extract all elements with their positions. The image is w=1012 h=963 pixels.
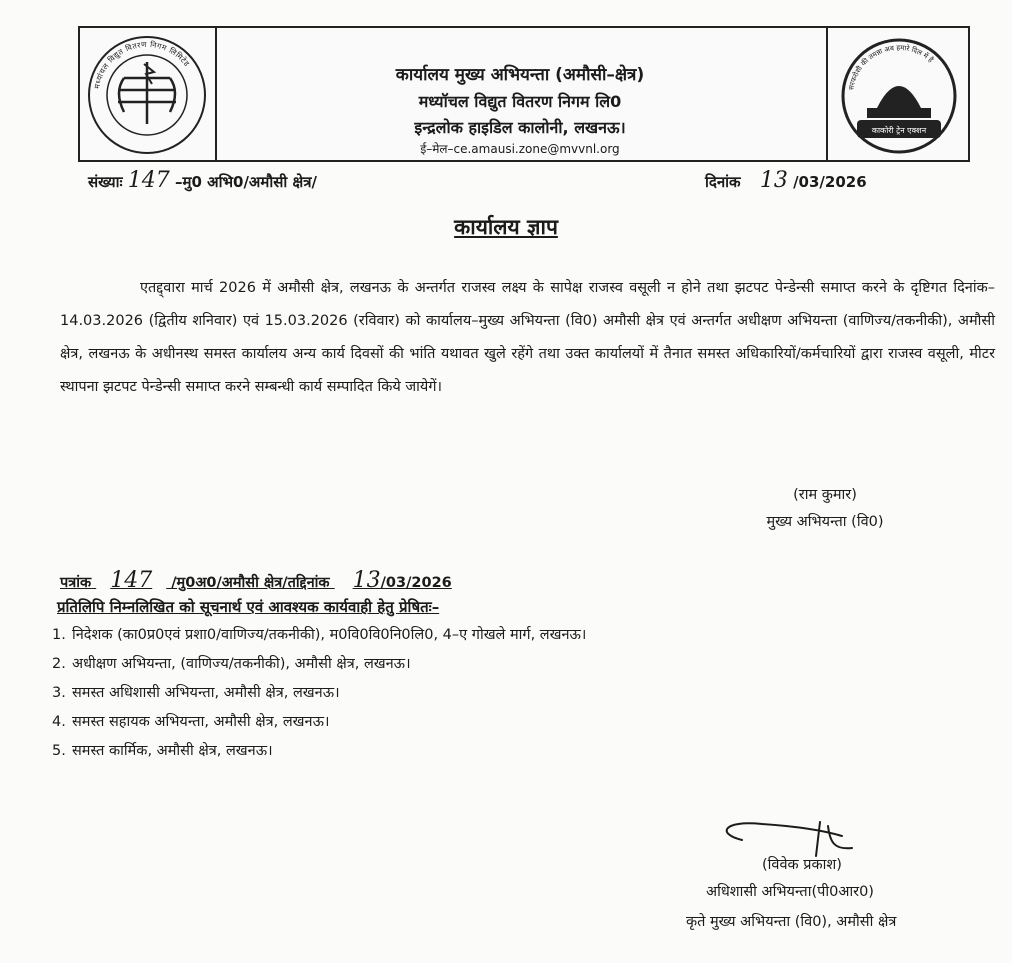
office-email: ई–मेल–ce.amausi.zone@mvvnl.org: [420, 142, 620, 156]
list-item: 2. अधीक्षण अभियन्ता, (वाणिज्य/तकनीकी), अमौसी क्षेत्र, लखनऊ।: [52, 656, 411, 672]
svg-text:सरफरोशी की तमन्ना अब हमारे दिल: [847, 44, 935, 91]
header-divider-left: [215, 28, 217, 160]
copy-recipients-list: [52, 621, 586, 766]
list-item: 4. समस्त सहायक अभियन्ता, अमौसी क्षेत्र, लखनऊ।: [52, 714, 330, 730]
company-name: मध्यॉचल विद्युत वितरण निगम लि0: [418, 92, 622, 111]
right-logo-caption: काकोरी ट्रेन एक्शन: [871, 126, 927, 135]
signatory2-name: (विवेक प्रकाश): [762, 857, 842, 873]
right-logo-ring-text: सरफरोशी की तमन्ना अब हमारे दिल में है: [847, 43, 935, 91]
patrank-label: पत्रांक: [60, 575, 92, 591]
copy-heading: प्रतिलिपि निम्नलिखित को सूचनार्थ एवं आवश्यक कार्यवाही हेतु प्रेषितः–: [57, 598, 440, 616]
patrank-line: [60, 568, 452, 593]
date-label: दिनांक: [705, 173, 741, 191]
patrank-handwritten-day: 13: [352, 568, 381, 593]
svg-text:मध्यांचल विद्युत वितरण निगम लि: [92, 40, 191, 89]
office-title: कार्यालय मुख्य अभियन्ता (अमौसी–क्षेत्र): [395, 65, 645, 85]
letterhead: [78, 26, 970, 162]
reference-label: संख्याः: [88, 173, 123, 191]
patrank-date-rest: /03/2026: [380, 575, 452, 591]
date-rest: /03/2026: [793, 173, 867, 191]
office-address: इन्द्रलोक हाइडिल कालोनी, लखनऊ।: [414, 118, 626, 137]
reference-handwritten-number: 147: [127, 168, 170, 193]
memo-title: कार्यालय ज्ञाप: [454, 215, 558, 239]
signatory1-name: (राम कुमार): [793, 487, 857, 503]
header-divider-right: [826, 28, 828, 160]
left-logo-ring-text: मध्यांचल विद्युत वितरण निगम लिमिटेड: [92, 39, 192, 90]
signatory2-designation: अधिशासी अभियन्ता(पी0आर0): [706, 884, 874, 900]
memo-body: [60, 272, 995, 404]
patrank-handwritten-number: 147: [110, 568, 153, 593]
kakori-trainaction-logo-icon: [837, 34, 961, 158]
date-handwritten-day: 13: [759, 168, 788, 193]
reference-date: [705, 168, 867, 193]
patrank-middle: /मु0अ0/अमौसी क्षेत्र/तद्दिनांक: [171, 575, 330, 591]
reference-suffix: –मु0 अभि0/अमौसी क्षेत्र/: [175, 173, 318, 191]
signatory1-designation: मुख्य अभियन्ता (वि0): [766, 514, 884, 530]
list-item: 5. समस्त कार्मिक, अमौसी क्षेत्र, लखनऊ।: [52, 743, 273, 759]
signatory-chief-engineer: [740, 482, 910, 536]
list-item: 1. निदेशक (का0प्र0एवं प्रशा0/वाणिज्य/तकनीकी), म0वि0वि0नि0लि0, 4–ए गोखले मार्ग, लखनऊ।: [52, 627, 587, 643]
memo-body-text: एतद्द्वारा मार्च 2026 में अमौसी क्षेत्र, लखनऊ के अन्तर्गत राजस्व लक्ष्य के सापेक्ष राजस्व वसूली न होने तथा झटपट पेन्डेन्सी समाप्त करने के दृष्टिगत दिनांक–14.03.2026 (द्वितीय शनिवार) एवं 15.03.2026 (रविवार) को कार्यालय–मुख्य अभियन्ता (वि0) अमौसी क्षेत्र एवं अन्तर्गत अधीक्षण अभियन्ता (वाणिज्य/तकनीकी), अमौसी क्षेत्र, लखनऊ के अधीनस्थ समस्त कार्यालय अन्य कार्य दिवसों की भांति यथावत खुले रहेंगे तथा उक्त कार्यालयों में तैनात समस्त अधिकारियों/कर्मचारियों द्वारा राजस्व वसूली, मीटर स्थापना झटपट पेन्डेन्सी समाप्त करने सम्बन्धी कार्य सम्पादित किये जायेगें।: [60, 280, 995, 395]
reference-number: [88, 168, 317, 193]
mvvnl-logo-icon: [84, 32, 210, 158]
signatory2-on-behalf: कृते मुख्य अभियन्ता (वि0), अमौसी क्षेत्र: [686, 914, 897, 930]
list-item: 3. समस्त अधिशासी अभियन्ता, अमौसी क्षेत्र, लखनऊ।: [52, 685, 340, 701]
